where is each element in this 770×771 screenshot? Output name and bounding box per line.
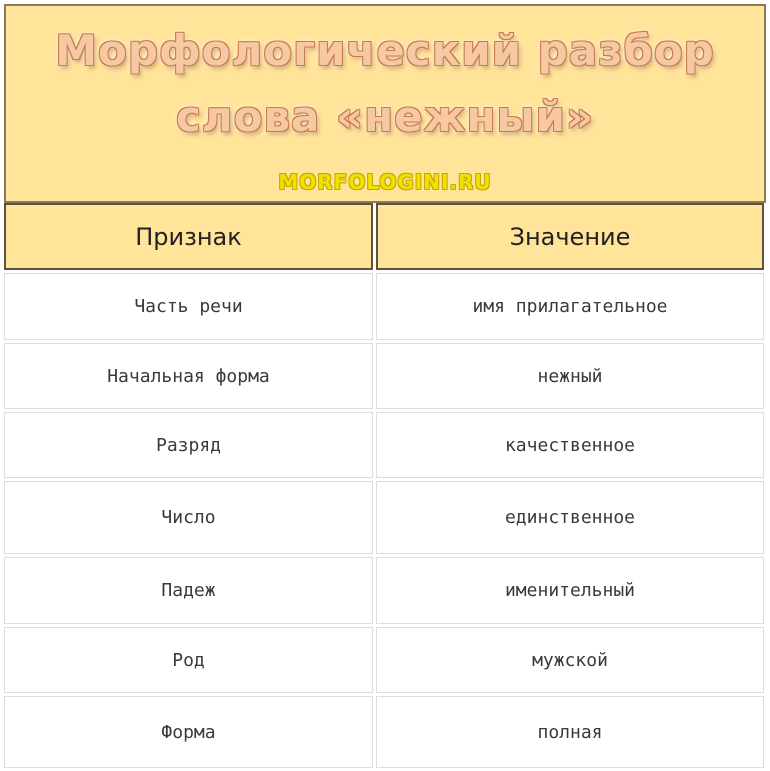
table-row-5-feature: Род	[4, 627, 373, 693]
page-title-line-2: слова «нежный»	[175, 92, 595, 141]
table-row-1-value: нежный	[376, 343, 764, 409]
title-banner	[4, 4, 766, 203]
site-watermark: MORFOLOGINI.RU	[278, 170, 492, 194]
table-row-3-value: единственное	[376, 481, 764, 554]
table-row-4-value: именительный	[376, 557, 764, 624]
page-title-line-1: Морфологический разбор	[55, 26, 715, 75]
table-row-3-feature: Число	[4, 481, 373, 554]
column-header-feature: Признак	[4, 203, 373, 270]
table-row-0-value: имя прилагательное	[376, 273, 764, 340]
table-row-6-value: полная	[376, 696, 764, 768]
table-row-1-feature: Начальная форма	[4, 343, 373, 409]
table-row-4-feature: Падеж	[4, 557, 373, 624]
table-row-2-value: качественное	[376, 412, 764, 478]
column-header-value: Значение	[376, 203, 764, 270]
table-row-5-value: мужской	[376, 627, 764, 693]
table-row-0-feature: Часть речи	[4, 273, 373, 340]
table-row-2-feature: Разряд	[4, 412, 373, 478]
table-row-6-feature: Форма	[4, 696, 373, 768]
